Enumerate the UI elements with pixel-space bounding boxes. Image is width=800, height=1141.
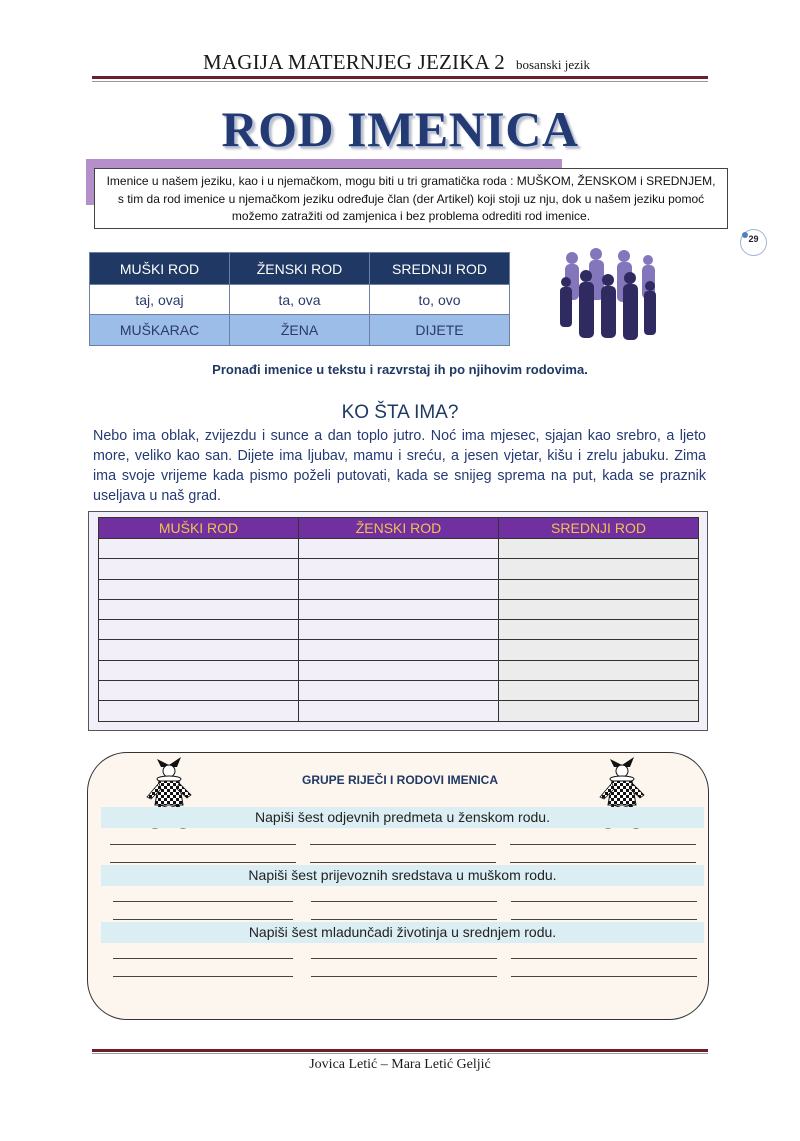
page-number-dot [742,232,748,238]
answer-cell[interactable] [299,701,499,721]
example-feminine: ŽENA [230,315,370,346]
answer-cell[interactable] [299,640,499,660]
answer-line[interactable] [113,958,293,959]
sorting-table-header-row [99,518,699,539]
gender-table-header-row [90,253,510,285]
sort-header-feminine: ŽENSKI ROD [299,518,499,539]
subject-label: bosanski jezik [516,57,591,72]
answer-line[interactable] [311,958,497,959]
answer-cell[interactable] [299,660,499,680]
task-3-prompt: Napiši šest mladunčadi životinja u srednjem rodu. [101,922,704,943]
people-silhouettes-image [552,246,664,344]
answer-line[interactable] [110,844,296,845]
answer-cell[interactable] [299,539,499,559]
sort-header-masculine: MUŠKI ROD [99,518,299,539]
instruction-text: Pronađi imenice u tekstu i razvrstaj ih po njihovim rodovima. [212,362,588,377]
answer-line[interactable] [113,901,293,902]
table-row [99,681,699,701]
sorting-table [98,517,699,722]
answer-cell[interactable] [499,579,699,599]
example-masculine: MUŠKARAC [90,315,230,346]
answer-cell[interactable] [299,620,499,640]
answer-cell[interactable] [499,640,699,660]
answer-cell[interactable] [299,681,499,701]
table-row [99,539,699,559]
table-row [99,620,699,640]
sort-header-neuter: SREDNJI ROD [499,518,699,539]
header-masculine: MUŠKI ROD [90,253,230,285]
intro-line-1: Imenice u našem jeziku, kao i u njemačkom, mogu biti u tri gramatička roda : MUŠKOM, ŽENSKOM i SREDNJEM, [106,174,716,188]
answer-line[interactable] [511,901,697,902]
answer-line[interactable] [510,844,696,845]
answer-cell[interactable] [99,559,299,579]
answer-line[interactable] [510,862,696,863]
table-row [99,599,699,619]
answer-line[interactable] [113,919,293,920]
answer-cell[interactable] [499,660,699,680]
pronoun-row [90,285,510,315]
answer-line[interactable] [110,862,296,863]
header-rule [92,76,708,79]
answer-cell[interactable] [99,640,299,660]
book-title: MAGIJA MATERNJEG JEZIKA 2 [203,50,505,74]
example-row [90,315,510,346]
answer-cell[interactable] [499,559,699,579]
intro-line-2: s tim da rod imenice u njemačkom jeziku određuje član (der Artikel) koji stoji uz nju, dok u našem jeziku pomoć [117,191,705,206]
answer-line[interactable] [310,862,496,863]
header-rule-thin [92,81,708,82]
page-number: 29 [740,229,767,256]
answer-cell[interactable] [499,701,699,721]
story-paragraph: Nebo ima oblak, zvijezdu i sunce a dan toplo jutro. Noć ima mjesec, sjajan kao srebro, a ljeto more, veliko kao san. Dijete ima ljubav, mamu i sreću, a jesen vjetar, kišu i zrelu jabuku. Zima ima svoje vrijeme kada pismo poželi putovati, kada se snijeg sprema na put, kada se praznik useljava u naš grad. [93,428,706,504]
answer-line[interactable] [311,901,497,902]
answer-line[interactable] [311,976,497,977]
table-row [99,640,699,660]
answer-cell[interactable] [99,579,299,599]
footer-rule [92,1049,708,1052]
pronoun-masculine: taj, ovaj [90,285,230,315]
pronoun-feminine: ta, ova [230,285,370,315]
answer-cell[interactable] [499,620,699,640]
answer-cell[interactable] [299,579,499,599]
answer-cell[interactable] [99,599,299,619]
story-title: KO ŠTA IMA? [341,402,459,423]
answer-cell[interactable] [499,599,699,619]
answer-cell[interactable] [299,599,499,619]
answer-cell[interactable] [99,681,299,701]
header-neuter: SREDNJI ROD [370,253,510,285]
gender-table [89,252,510,346]
answer-line[interactable] [511,958,697,959]
table-row [99,559,699,579]
authors: Jovica Letić – Mara Letić Geljić [309,1057,491,1072]
answer-cell[interactable] [499,539,699,559]
task-1-prompt: Napiši šest odjevnih predmeta u ženskom rodu. [101,807,704,828]
page-title: ROD IMENICA [221,101,579,157]
answer-line[interactable] [311,919,497,920]
intro-accent-bar-side [86,159,94,205]
task-2-prompt: Napiši šest prijevoznih sredstava u muškom rodu. [101,865,704,886]
answer-line[interactable] [511,976,697,977]
answer-cell[interactable] [99,620,299,640]
answer-line[interactable] [113,976,293,977]
word-groups-title: GRUPE RIJEČI I RODOVI IMENICA [301,773,499,787]
header-feminine: ŽENSKI ROD [230,253,370,285]
answer-line[interactable] [511,919,697,920]
answer-cell[interactable] [99,660,299,680]
table-row [99,701,699,721]
answer-line[interactable] [310,844,496,845]
table-row [99,579,699,599]
answer-cell[interactable] [499,681,699,701]
pronoun-neuter: to, ovo [370,285,510,315]
footer-rule-thin [92,1053,708,1054]
intro-box [94,168,728,229]
intro-line-3: možemo zatražiti od zamjenica i bez problema odrediti rod imenice. [231,209,591,223]
answer-cell[interactable] [99,701,299,721]
table-row [99,660,699,680]
answer-cell[interactable] [299,559,499,579]
answer-cell[interactable] [99,539,299,559]
example-neuter: DIJETE [370,315,510,346]
